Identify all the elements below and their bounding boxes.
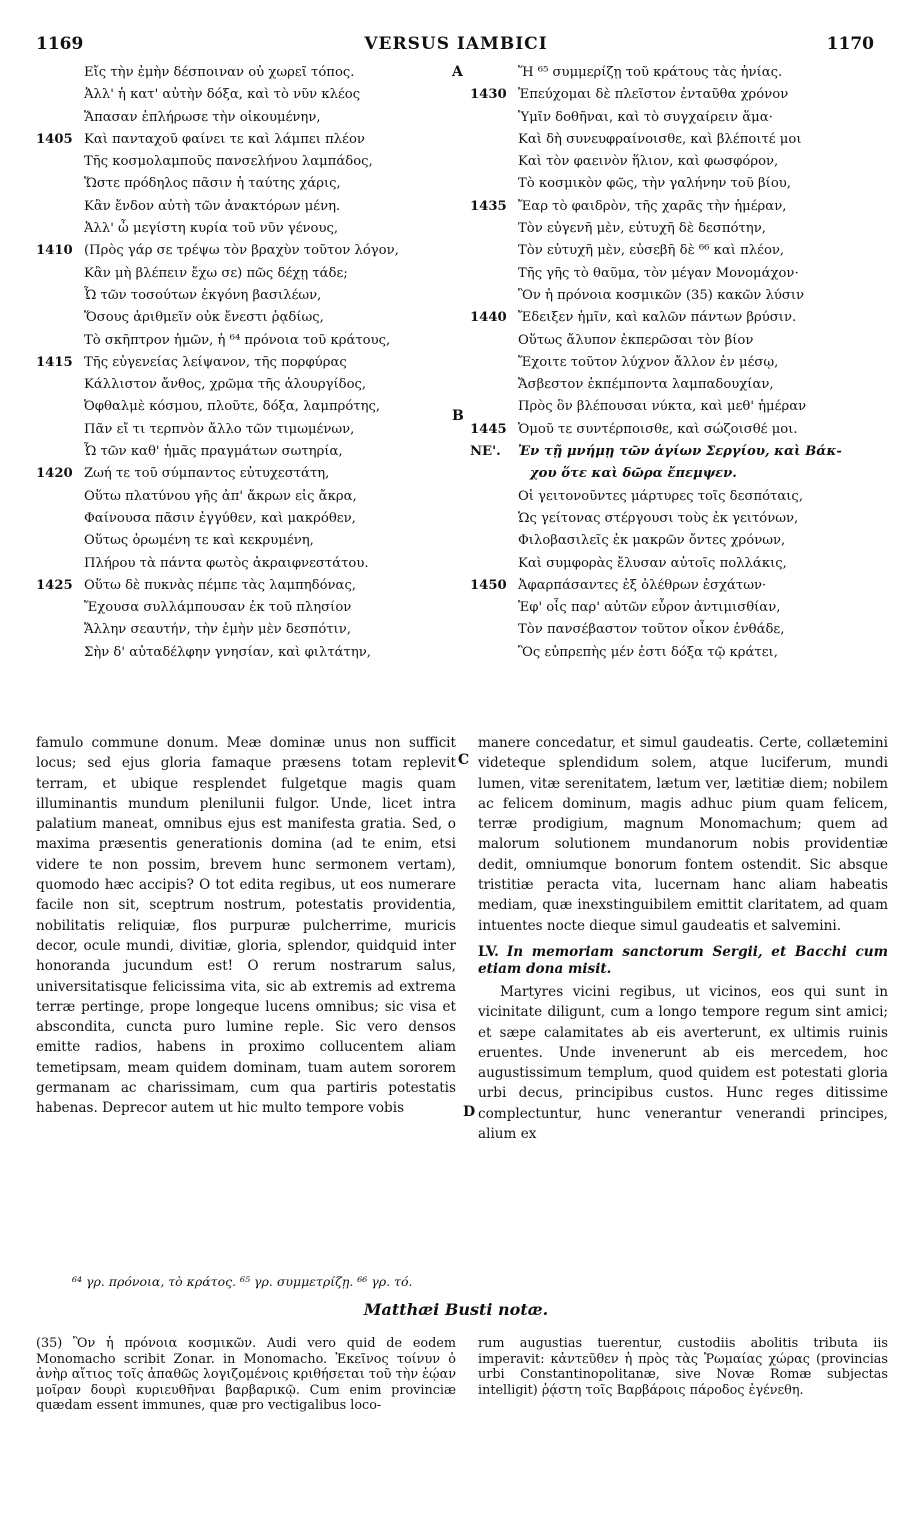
verse-line: [470, 330, 885, 352]
verse-line: [470, 196, 885, 218]
verse-text: Οὕτω πλατύνου γῆς ἀπ' ἄκρων εἰς ἄκρα,: [84, 488, 357, 504]
verse-text: Καὶ δὴ συνευφραίνοισθε, καὶ βλέποιτέ μοι: [518, 131, 802, 147]
verse-text: Ὀφθαλμὲ κόσμου, πλοῦτε, δόξα, λαμπρότης,: [84, 399, 381, 415]
line-number: [36, 107, 84, 129]
line-number: [470, 619, 518, 641]
line-number: [470, 352, 518, 374]
verse-text: Εἴς τὴν ἐμὴν δέσποιναν οὐ χωρεῖ τόπος.: [84, 65, 355, 80]
section-heading: [478, 944, 888, 978]
line-number: [470, 553, 518, 575]
line-number: [36, 508, 84, 530]
verse-text: Φαίνουσα πᾶσιν ἐγγύθεν, καὶ μακρόθεν,: [84, 510, 356, 526]
verse-text: Σὴν δ' αὐταδέλφην γνησίαν, καὶ φιλτάτην,: [84, 644, 371, 660]
verse-line: [470, 352, 885, 374]
line-number: [36, 218, 84, 240]
line-number: [36, 597, 84, 619]
notes-column-left: [36, 1336, 456, 1414]
verse-line: [36, 419, 456, 441]
line-number: [470, 285, 518, 307]
verse-text: Ἥ ⁶⁵ συμμερίζῃ τοῦ κράτους τὰς ἡνίας.: [518, 65, 783, 80]
verse-line: [470, 107, 885, 129]
verse-text: Οἱ γειτονοῦντες μάρτυρες τοῖς δεσπόταις,: [518, 488, 804, 504]
line-number: [470, 508, 518, 530]
verse-line: [470, 151, 885, 173]
line-number: [470, 330, 518, 352]
line-number: [36, 553, 84, 575]
verse-text: Καὶ συμφορὰς ἔλυσαν αὐτοῖς πολλάκις,: [518, 555, 787, 571]
verse-line: [36, 129, 456, 151]
verse-text: Τῆς εὐγενείας λείψανον, τῆς πορφύρας: [84, 354, 347, 370]
verse-text: Ὁμοῦ τε συντέρποισθε, καὶ σώζοισθέ μοι.: [518, 421, 798, 437]
verse-line: [470, 240, 885, 262]
verse-line: [470, 396, 885, 418]
line-number: 1440: [470, 310, 507, 326]
verse-line: [36, 396, 456, 418]
verse-text: Ἐν τῇ μνήμῃ τῶν ἁγίων Σεργίου, καὶ Βάκ-: [518, 444, 842, 460]
verse-text: Ἀλλ' ὦ μεγίστη κυρία τοῦ νῦν γένους,: [84, 221, 339, 237]
verse-text: Τῆς κοσμολαμποῦς πανσελήνου λαμπάδος,: [84, 154, 373, 170]
notes-column-right: [478, 1336, 888, 1398]
verse-text: Ἐπεύχομαι δὲ πλεῖστον ἐνταῦθα χρόνον: [518, 87, 789, 103]
footnotes: ⁶⁴ γρ. πρόνοια, τὸ κράτος. ⁶⁵ γρ. συμμετρίζῃ. ⁶⁶ γρ. τό.: [72, 1274, 413, 1289]
line-number: [470, 463, 518, 485]
line-number: 1435: [470, 198, 507, 214]
line-number: 1445: [470, 421, 507, 437]
line-number: [36, 196, 84, 218]
verse-text: Ὃν ἡ πρόνοια κοσμικῶν (35) κακῶν λύσιν: [518, 287, 805, 303]
verse-line: [470, 84, 885, 106]
line-number: [36, 173, 84, 195]
right-page-number: 1170: [826, 34, 874, 54]
verse-line: [36, 508, 456, 530]
verse-text: Τὸν εὐτυχῆ μὲν, εὐσεβῆ δὲ ⁶⁶ καὶ πλέον,: [518, 243, 785, 259]
verse-line: [470, 419, 885, 441]
line-number: [470, 396, 518, 418]
line-number: [470, 642, 518, 664]
line-number: 1410: [36, 243, 73, 259]
verse-text: Ὡς γείτονας στέργουσι τοὺς ἐκ γειτόνων,: [518, 510, 799, 526]
verse-line: [36, 486, 456, 508]
verse-text: Ἄλλην σεαυτήν, τὴν ἐμὴν μὲν δεσπότιν,: [84, 622, 351, 638]
verse-text: Ὑμῖν δοθῆναι, καὶ τὸ συγχαίρειν ἅμα·: [518, 109, 773, 125]
verse-text: Πρὸς ὃν βλέπουσαι νύκτα, καὶ μεθ' ἡμέραν: [518, 399, 807, 415]
line-number: [36, 151, 84, 173]
line-number: [36, 285, 84, 307]
line-number: [36, 530, 84, 552]
line-number: 1405: [36, 131, 73, 147]
verse-text: Ἀλλ' ἡ κατ' αὐτὴν δόξα, καὶ τὸ νῦν κλέος: [84, 87, 361, 103]
latin-translation-right: [478, 733, 888, 1144]
verse-text: Ἔδειξεν ἡμῖν, καὶ καλῶν πάντων βρύσιν.: [518, 310, 797, 326]
line-number: [36, 330, 84, 352]
verse-line: [36, 62, 456, 84]
margin-mark-a: A: [452, 64, 463, 80]
line-number: [470, 173, 518, 195]
line-number: [36, 642, 84, 664]
verse-line: [36, 307, 456, 329]
line-number: [36, 441, 84, 463]
verse-line: [470, 218, 885, 240]
verse-line: [470, 553, 885, 575]
line-number: [36, 486, 84, 508]
running-title: VERSUS IAMBICI: [364, 34, 548, 54]
verse-text: Ἀφαρπάσαντες ἐξ ὀλέθρων ἐσχάτων·: [518, 577, 767, 593]
greek-verse-column-right: [470, 62, 885, 664]
verse-line: [470, 285, 885, 307]
verse-text: χου ὅτε καὶ δῶρα ἔπεμψεν.: [530, 466, 737, 482]
line-number: 1415: [36, 354, 73, 370]
line-number: [470, 240, 518, 262]
line-number: 1430: [470, 87, 507, 103]
note-text: rum augustias tuerentur, custodiis abolitis tributa iis imperavit: κἀντεῦθεν ἡ πρὸς τὰς Ῥωμαίας χώρας (provincias urbi Constantinopolitanæ, sive Novæ Romæ subjectas intelligit) ῥᾴστη τοῖς Βαρβάροις πάροδος ἐγένεθη.: [478, 1336, 888, 1398]
verse-line: [470, 173, 885, 195]
latin-paragraph: manere concedatur, et simul gaudeatis. Certe, collætemini videteque splendidum solem, atque luciferum, mundi lumen, vitæ serenitatem, lætum ver, lætitiæ diem; nobilem ac felicem dominum, magis adhuc pium quam felicem, terræ prodigium, magnum Monomachum; quem ad malorum solutionem mundanorum nobis providentiæ dedit, omniumque bonorum fontem ostendit. Sic absque tristitiæ peracta vita, lucernam hanc aliam habeatis mediam, quæ inexstinguibilem emittit claritatem, ad quam intuentes nocte dieque simul gaudeatis et salvemini.: [478, 735, 888, 934]
verse-text: Τὸν πανσέβαστον τοῦτον οἶκον ἐνθάδε,: [518, 622, 785, 638]
verse-line: [470, 597, 885, 619]
verse-line: [470, 463, 885, 485]
line-number: [36, 374, 84, 396]
line-number: [36, 396, 84, 418]
verse-line: [470, 263, 885, 285]
verse-text: Φιλοβασιλεῖς ἐκ μακρῶν ὄντες χρόνων,: [518, 533, 786, 549]
verse-text: Ζωή τε τοῦ σύμπαντος εὐτυχεστάτη,: [84, 466, 330, 482]
verse-line: [36, 597, 456, 619]
verse-line: [36, 330, 456, 352]
verse-text: Τῆς γῆς τὸ θαῦμα, τὸν μέγαν Μονομάχον·: [518, 265, 799, 281]
line-number: [36, 62, 84, 84]
verse-line: [36, 84, 456, 106]
verse-line: [470, 642, 885, 664]
verse-line: [470, 62, 885, 84]
verse-line: [36, 173, 456, 195]
notes-title: Matthæi Busti notæ.: [363, 1300, 549, 1319]
latin-paragraph: Martyres vicini regibus, ut vicinos, eos qui sunt in vicinitate diligunt, cum a longo tempore regum sint amici; et sæpe calamitates ab eis averterunt, ex ultimis ruinis eruentes. Unde invenerunt ab eis mercedem, hoc augustissimum templum, quod quidem est potestati gloria urbi decus, principibus custos. Hunc reges ditissime complectuntur, hunc venerantur venerandi principes, alium ex: [478, 983, 888, 1143]
greek-verse-column-left: [36, 62, 456, 664]
line-number: [36, 619, 84, 641]
line-number: [36, 263, 84, 285]
verse-text: Ἐφ' οἷς παρ' αὐτῶν εὗρον ἀντιμισθίαν,: [518, 600, 781, 616]
verse-text: Ἅπασαν ἐπλήρωσε τὴν οἰκουμένην,: [84, 109, 321, 125]
verse-text: Ἔχουσα συλλάμπουσαν ἐκ τοῦ πλησίον: [84, 600, 352, 616]
verse-line: [36, 352, 456, 374]
line-number: [36, 307, 84, 329]
line-number: ΝΕ'.: [470, 444, 501, 460]
line-number: 1420: [36, 466, 73, 482]
line-number: [470, 597, 518, 619]
verse-text: Ὥστε πρόδηλος πᾶσιν ἡ ταύτης χάρις,: [84, 176, 341, 192]
verse-text: Καὶ πανταχοῦ φαίνει τε καὶ λάμπει πλέον: [84, 131, 365, 147]
verse-text: Ἄσβεστον ἐκπέμποντα λαμπαδουχίαν,: [518, 377, 774, 393]
verse-text: Πᾶν εἴ τι τερπνὸν ἄλλο τῶν τιμωμένων,: [84, 421, 355, 437]
verse-line: [36, 196, 456, 218]
line-number: [470, 530, 518, 552]
verse-line: [470, 374, 885, 396]
verse-text: Οὕτω δὲ πυκνὰς πέμπε τὰς λαμπηδόνας,: [84, 577, 357, 593]
verse-line: [36, 575, 456, 597]
verse-line: [470, 441, 885, 463]
verse-line: [36, 151, 456, 173]
line-number: [470, 218, 518, 240]
line-number: [470, 107, 518, 129]
line-number: [36, 419, 84, 441]
verse-line: [36, 441, 456, 463]
line-number: [36, 84, 84, 106]
verse-text: Ἔαρ τὸ φαιδρὸν, τῆς χαρᾶς τὴν ἡμέραν,: [518, 198, 787, 214]
verse-text: Κάλλιστον ἄνθος, χρῶμα τῆς ἁλουργίδος,: [84, 377, 367, 393]
verse-text: Οὕτως ὁρωμένη τε καὶ κεκρυμένη,: [84, 533, 314, 549]
line-number: [470, 151, 518, 173]
section-number: LV.: [478, 943, 499, 960]
verse-text: Ἔχοιτε τοῦτον λύχνον ἄλλον ἐν μέσῳ,: [518, 354, 779, 370]
verse-line: [470, 486, 885, 508]
verse-text: Πλήρου τὰ πάντα φωτὸς ἀκραιφνεστάτου.: [84, 555, 369, 571]
verse-text: Ὦ τῶν τοσούτων ἐκγόνη βασιλέων,: [84, 287, 322, 303]
verse-text: Ὦ τῶν καθ' ἡμᾶς πραγμάτων σωτηρία,: [84, 444, 343, 460]
verse-text: Ὃς εὐπρεπὴς μέν ἐστι δόξα τῷ κράτει,: [518, 644, 778, 660]
left-page-number: 1169: [36, 34, 84, 54]
verse-line: [36, 285, 456, 307]
section-title: In memoriam sanctorum Sergii, et Bacchi cum etiam dona misit.: [478, 943, 888, 977]
verse-text: (Πρὸς γάρ σε τρέψω τὸν βραχὺν τοῦτον λόγον,: [84, 243, 399, 259]
verse-line: [36, 553, 456, 575]
verse-text: Τὸν εὐγενῆ μὲν, εὐτυχῆ δὲ δεσπότην,: [518, 221, 766, 237]
verse-line: [36, 107, 456, 129]
verse-text: Κἂν ἔνδον αὐτὴ τῶν ἀνακτόρων μένη.: [84, 198, 341, 214]
line-number: 1425: [36, 577, 73, 593]
verse-text: Κἂν μὴ βλέπειν ἔχω σε) πῶς δέχῃ τάδε;: [84, 265, 348, 281]
verse-text: Οὕτως ἄλυπον ἐκπερῶσαι τὸν βίον: [518, 332, 754, 348]
verse-line: [36, 263, 456, 285]
margin-mark-c: C: [458, 752, 470, 768]
margin-mark-d: D: [463, 1104, 476, 1120]
verse-text: Τὸ κοσμικὸν φῶς, τὴν γαλήνην τοῦ βίου,: [518, 176, 791, 192]
line-number: [470, 129, 518, 151]
latin-paragraph: famulo commune donum. Meæ dominæ unus non sufficit locus; sed ejus gloria famaque præsens totam replevit terram, et ubique resplendet fulgetque magis quam illuminantis mundum plenilunii fulgor. Unde, licet intra palatium maneat, omnibus ejus est manifesta gratia. Sed, o maxima præsentis generationis domina (ad te enim, etsi videre te non possim, brevem hunc sermonem vertam), quomodo hæc accipis? O tot edita regibus, ut eos numerare facile non sit, sceptrum nostrum, potestatis providentia, nobilitatis reliquiæ, flos purpuræ pulcherrime, muricis decor, ocule mundi, divitiæ, gloria, splendor, quidquid inter honoranda jucundum est! O rerum nostrarum salus, universitatisque felicissima vita, sic ab extremis ad extrema terræ pertinge, prope longeque lucens omnibus; sic visa et abscondita, cuncta puro lumine reple. Sic vero densos emitte radios, habens in proximo collucentem aliam temetipsam, meam quidem dominam, tuam autem sororem germanam ac charissimam, cum qua partiris potestatis habenas. Deprecor autem ut hic multo tempore vobis: [36, 735, 456, 1117]
verse-text: Τὸ σκῆπτρον ἡμῶν, ἡ ⁶⁴ πρόνοια τοῦ κράτους,: [84, 332, 391, 348]
verse-line: [470, 129, 885, 151]
line-number: 1450: [470, 577, 507, 593]
verse-line: [470, 307, 885, 329]
verse-line: [470, 619, 885, 641]
verse-line: [470, 530, 885, 552]
verse-line: [36, 530, 456, 552]
verse-line: [36, 642, 456, 664]
verse-line: [470, 575, 885, 597]
note-text: (35) Ὃν ἡ πρόνοια κοσμικῶν. Audi vero quid de eodem Monomacho scribit Zonar. in Monomacho. Ἐκεῖνος τοίνυν ὁ ἀνὴρ αἴτιος τοῖς ἀπαθῶς λογιζομένοις κριθήσεται τοῦ τὴν ἑῴαν μοῖραν δουρὶ κυριευθῆναι βαρβαρικῷ. Cum enim provinciæ quædam essent immunes, quæ pro vectigalibus loco-: [36, 1336, 456, 1414]
line-number: [470, 486, 518, 508]
line-number: [470, 374, 518, 396]
verse-text: Καὶ τὸν φαεινὸν ἥλιον, καὶ φωσφόρον,: [518, 154, 779, 170]
line-number: [470, 263, 518, 285]
margin-mark-b: B: [452, 408, 464, 424]
verse-line: [36, 218, 456, 240]
verse-line: [36, 463, 456, 485]
verse-line: [36, 374, 456, 396]
verse-line: [470, 508, 885, 530]
verse-text: Ὅσους ἀριθμεῖν οὐκ ἔνεστι ῥᾳδίως,: [84, 310, 324, 326]
verse-line: [36, 240, 456, 262]
line-number: [470, 62, 518, 84]
verse-line: [36, 619, 456, 641]
latin-translation-left: [36, 733, 456, 1119]
